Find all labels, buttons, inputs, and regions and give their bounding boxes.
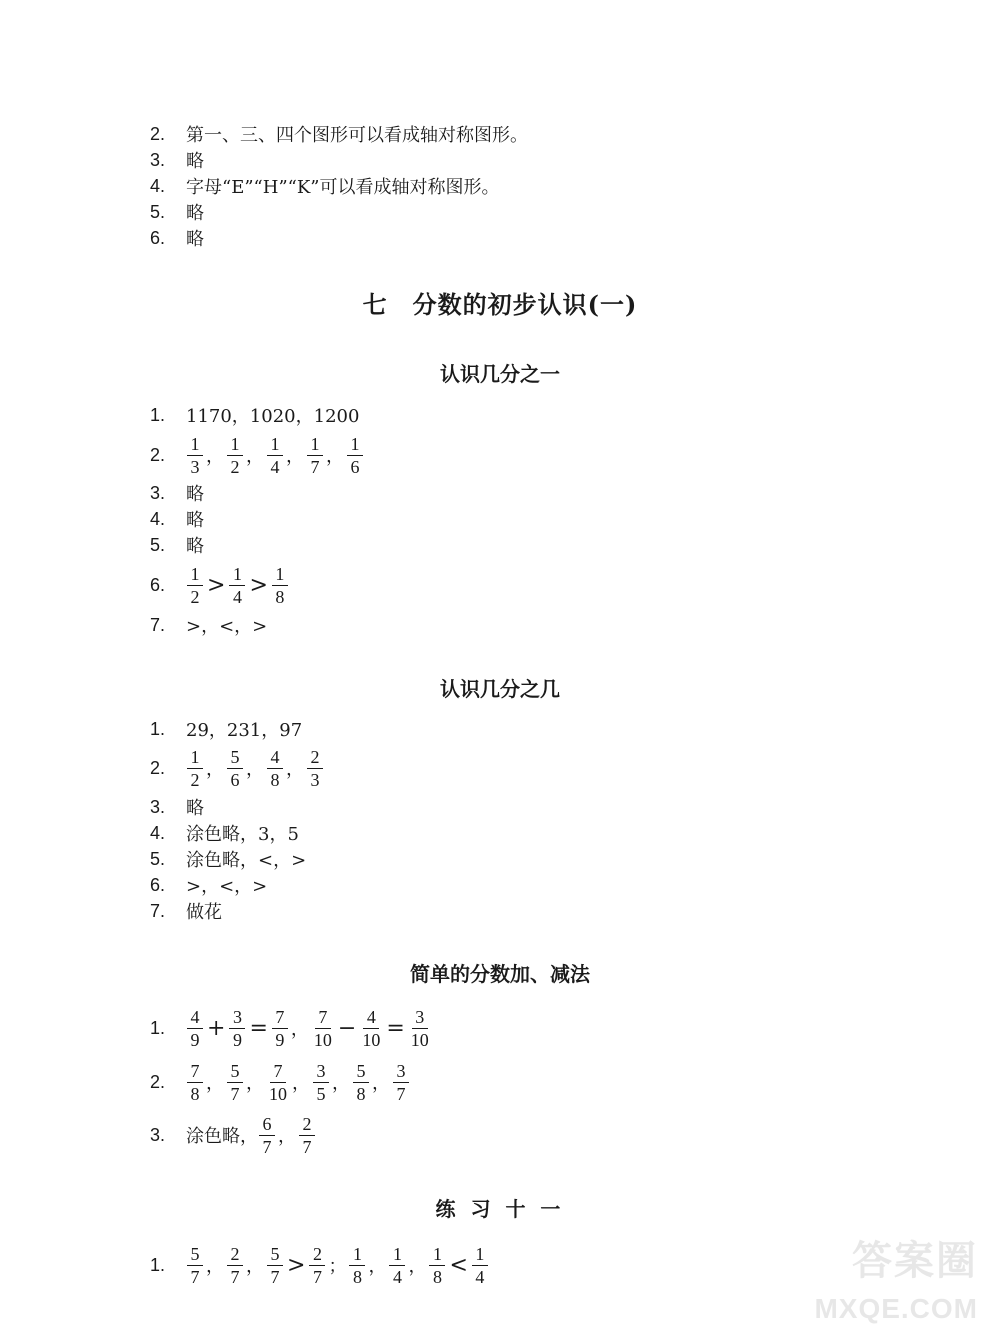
answer-line xyxy=(150,847,306,871)
greater-than-sign: > xyxy=(287,1252,306,1278)
fraction: $\frac{1}{6}$ xyxy=(347,433,363,478)
fraction: $\frac{7}{10}$ xyxy=(269,1060,287,1104)
plus-sign: + xyxy=(207,1015,226,1041)
fraction: $\frac{4}{10}$ xyxy=(362,1006,381,1050)
answer-line xyxy=(150,1107,316,1163)
fraction: $\frac{1}{4}$ xyxy=(267,433,283,478)
fraction: $\frac{7}{10}$ xyxy=(313,1006,332,1050)
section-title: 认识几分之一 xyxy=(440,362,560,386)
fraction: $\frac{1}{8}$ xyxy=(349,1243,365,1288)
answer-line xyxy=(150,226,204,250)
watermark-text: 答案圈 xyxy=(852,1237,978,1284)
watermark-logo xyxy=(792,1229,982,1329)
fraction: $\frac{5}{7}$ xyxy=(227,1060,243,1105)
separator: ， xyxy=(278,1126,296,1147)
answer-line xyxy=(150,122,528,146)
answer-text: >，<，> xyxy=(186,876,268,897)
separator: ， xyxy=(246,1073,264,1094)
item-number: 3. xyxy=(150,1124,166,1145)
section-title: 认识几分之几 xyxy=(440,677,560,701)
item-number: 4. xyxy=(150,508,166,529)
answer-line xyxy=(150,533,204,557)
equals-sign: = xyxy=(249,1015,268,1041)
separator: ， xyxy=(368,1256,387,1277)
item-number: 2. xyxy=(150,123,166,144)
fraction: $\frac{3}{5}$ xyxy=(313,1060,329,1105)
answer-text: 做花 xyxy=(186,902,222,923)
item-number: 4. xyxy=(150,175,166,196)
answer-line xyxy=(150,557,289,613)
fraction: $\frac{1}{4}$ xyxy=(389,1243,405,1288)
separator: ， xyxy=(286,446,304,467)
item-number: 2. xyxy=(150,444,166,465)
answer-line xyxy=(150,148,204,172)
fraction: $\frac{7}{9}$ xyxy=(272,1006,288,1051)
answer-line xyxy=(150,1054,410,1110)
separator: ， xyxy=(246,1256,264,1277)
fraction: $\frac{1}{7}$ xyxy=(307,433,323,478)
fraction: $\frac{1}{2}$ xyxy=(227,433,243,478)
item-number: 2. xyxy=(150,757,166,778)
item-number: 3. xyxy=(150,482,166,503)
semicolon: ； xyxy=(328,1256,347,1277)
separator: ， xyxy=(326,446,344,467)
item-number: 2. xyxy=(150,1071,166,1092)
item-number: 7. xyxy=(150,614,166,635)
separator: ， xyxy=(246,759,264,780)
fraction: $\frac{2}{7}$ xyxy=(227,1243,243,1288)
answer-line xyxy=(150,899,222,923)
answer-text: 略 xyxy=(186,484,204,505)
fraction: $\frac{1}{8}$ xyxy=(272,563,288,608)
minus-sign: − xyxy=(337,1015,357,1041)
separator: ， xyxy=(332,1073,350,1094)
separator: ， xyxy=(286,759,304,780)
answer-line xyxy=(150,427,364,483)
fraction: $\frac{1}{4}$ xyxy=(472,1243,488,1288)
separator: ， xyxy=(290,1019,309,1040)
item-number: 3. xyxy=(150,796,166,817)
fraction: $\frac{2}{7}$ xyxy=(299,1113,315,1158)
answer-text: >，<，> xyxy=(186,616,268,637)
separator: ， xyxy=(292,1073,310,1094)
item-number: 6. xyxy=(150,227,166,248)
section-title: 简单的分数加、减法 xyxy=(410,962,590,986)
item-number: 6. xyxy=(150,574,166,595)
section-title: 练 习 十 一 xyxy=(435,1197,565,1221)
answer-text: 第一、三、四个图形可以看成轴对称图形。 xyxy=(186,125,528,146)
fraction: $\frac{5}{8}$ xyxy=(353,1060,369,1105)
item-number: 5. xyxy=(150,201,166,222)
equals-sign: = xyxy=(386,1015,405,1041)
separator: ， xyxy=(206,446,224,467)
fraction: $\frac{3}{10}$ xyxy=(410,1006,429,1050)
answer-text: 略 xyxy=(186,510,204,531)
item-number: 5. xyxy=(150,848,166,869)
answer-text: 涂色略，3，5 xyxy=(186,824,299,845)
answer-line xyxy=(150,717,302,741)
fraction: $\frac{4}{8}$ xyxy=(267,746,283,791)
fraction: $\frac{1}{3}$ xyxy=(187,433,203,478)
item-number: 5. xyxy=(150,534,166,555)
watermark-url: MXQE.COM xyxy=(814,1293,978,1324)
item-number: 3. xyxy=(150,149,166,170)
item-number: 1. xyxy=(150,404,166,425)
fraction: $\frac{2}{3}$ xyxy=(307,746,323,791)
fraction: $\frac{7}{8}$ xyxy=(187,1060,203,1105)
fraction: $\frac{5}{7}$ xyxy=(267,1243,283,1288)
item-number: 6. xyxy=(150,874,166,895)
answer-text: 略 xyxy=(186,229,204,250)
answer-text: 略 xyxy=(186,151,204,172)
answer-text: 涂色略，<，> xyxy=(186,850,307,871)
item-number: 7. xyxy=(150,900,166,921)
answer-line xyxy=(150,795,204,819)
fraction: $\frac{1}{4}$ xyxy=(229,563,245,608)
answer-line xyxy=(150,403,359,427)
less-than-sign: < xyxy=(449,1252,468,1278)
greater-than-sign: > xyxy=(249,572,268,598)
separator: ， xyxy=(206,759,224,780)
answer-text: 略 xyxy=(186,798,204,819)
fraction: $\frac{2}{7}$ xyxy=(309,1243,325,1288)
item-number: 1. xyxy=(150,718,166,739)
separator: ， xyxy=(206,1256,224,1277)
fraction: $\frac{1}{2}$ xyxy=(187,746,203,791)
answer-line xyxy=(150,200,204,224)
fraction: $\frac{6}{7}$ xyxy=(259,1113,275,1158)
greater-than-sign: > xyxy=(207,572,226,598)
answer-line xyxy=(150,1000,432,1056)
fraction: $\frac{5}{6}$ xyxy=(227,746,243,791)
fraction: $\frac{1}{8}$ xyxy=(429,1243,445,1288)
separator: ， xyxy=(408,1256,427,1277)
answer-text: 涂色略， xyxy=(186,1126,258,1147)
item-number: 1. xyxy=(150,1017,166,1038)
answer-text: 字母“E”“H”“K”可以看成轴对称图形。 xyxy=(186,177,500,198)
answer-text: 略 xyxy=(186,536,204,557)
answer-line xyxy=(150,481,204,505)
answer-line xyxy=(150,821,299,845)
answer-line xyxy=(150,740,324,796)
answer-text: 略 xyxy=(186,203,204,224)
item-number: 4. xyxy=(150,822,166,843)
fraction: $\frac{3}{7}$ xyxy=(393,1060,409,1105)
answer-line xyxy=(150,873,267,897)
separator: ， xyxy=(372,1073,390,1094)
answer-line xyxy=(150,174,500,198)
answer-text: 29，231，97 xyxy=(186,720,303,741)
fraction: $\frac{1}{2}$ xyxy=(187,563,203,608)
fraction: $\frac{4}{9}$ xyxy=(187,1006,203,1051)
answer-line xyxy=(150,613,267,637)
fraction: $\frac{5}{7}$ xyxy=(187,1243,203,1288)
fraction: $\frac{3}{9}$ xyxy=(229,1006,245,1051)
item-number: 1. xyxy=(150,1254,166,1275)
answer-line xyxy=(150,1237,489,1293)
answer-line xyxy=(150,507,204,531)
answer-text: 1170，1020，1200 xyxy=(186,406,360,427)
separator: ， xyxy=(246,446,264,467)
chapter-title: 七 分数的初步认识(一) xyxy=(362,290,638,319)
separator: ， xyxy=(206,1073,224,1094)
